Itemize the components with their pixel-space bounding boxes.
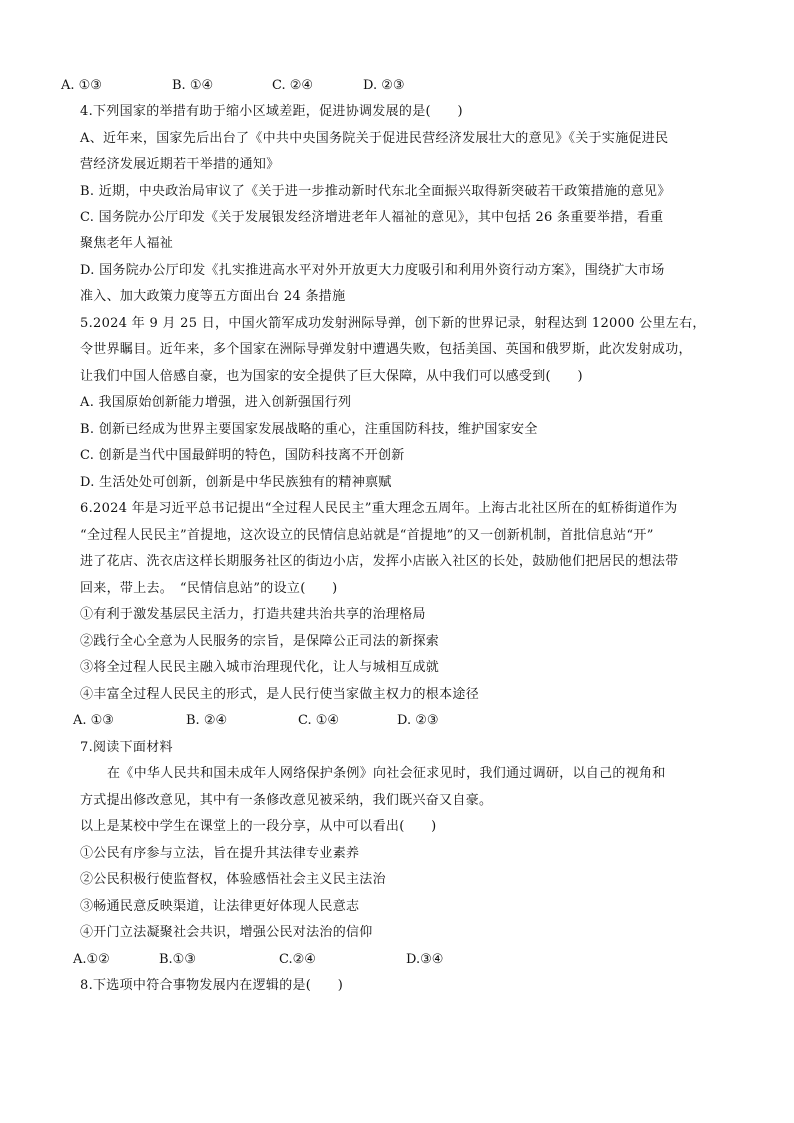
- q6-stem-line4: 回来，带上去。 “民情信息站”的设立( ): [80, 581, 338, 596]
- q7-option-d: D.③④: [406, 952, 444, 967]
- q7-option-a: A.①②: [73, 952, 110, 967]
- q5-stem-line1: 5.2024 年 9 月 25 日，中国火箭军成功发射洲际导弹，创下新的世界记录，射程达到 12000 公里左右，: [80, 316, 706, 331]
- q4-option-b: B. 近期，中央政治局审议了《关于进一步推动新时代东北全面振兴取得新突破若干政策措施的意见》: [80, 184, 671, 199]
- q6-option-b: B. ②④: [186, 713, 228, 728]
- q3-option-b: B. ①④: [172, 78, 214, 93]
- q5-stem-line3: 让我们中国人倍感自豪，也为国家的安全提供了巨大保障，从中我们可以感受到( ): [80, 369, 583, 384]
- q4-option-a-line2: 营经济发展近期若干举措的通知》: [80, 157, 280, 172]
- q7-material-line2: 方式提出修改意见，其中有一条修改意见被采纳，我们既兴奋又自豪。: [80, 793, 493, 808]
- q3-option-c: C. ②④: [272, 78, 314, 93]
- q7-question: 以上是某校中学生在课堂上的一段分享，从中可以看出( ): [80, 819, 437, 834]
- q6-option-a: A. ①③: [73, 713, 114, 728]
- q6-stem-line3: 进了花店、洗衣店这样长期服务社区的街边小店，发挥小店嵌入社区的长处，鼓励他们把居民的想法带: [80, 554, 679, 569]
- q6-option-d: D. ②③: [397, 713, 439, 728]
- q6-stem-line1: 6.2024 年是习近平总书记提出“全过程人民民主”重大理念五周年。上海古北社区所在的虹桥街道作为: [80, 501, 678, 516]
- q5-option-c: C. 创新是当代中国最鲜明的特色，国防科技离不开创新: [80, 448, 405, 463]
- q5-stem-line2: 令世界瞩目。近年来，多个国家在洲际导弹发射中遭遇失败，包括美国、英国和俄罗斯，此次发射成功，: [80, 342, 692, 357]
- q6-item-3: ③将全过程人民民主融入城市治理现代化，让人与城相互成就: [80, 660, 440, 675]
- q4-stem: 4.下列国家的举措有助于缩小区域差距，促进协调发展的是( ): [80, 104, 463, 119]
- q4-option-c-line2: 聚焦老年人福祉: [80, 236, 174, 251]
- q6-item-2: ②践行全心全意为人民服务的宗旨，是保障公正司法的新探索: [80, 634, 440, 649]
- q5-option-a: A. 我国原始创新能力增强，进入创新强国行列: [80, 395, 352, 410]
- q7-item-2: ②公民积极行使监督权，体验感悟社会主义民主法治: [80, 872, 386, 887]
- q5-option-b: B. 创新已经成为世界主要国家发展战略的重心，注重国防科技，维护国家安全: [80, 422, 538, 437]
- q7-item-4: ④开门立法凝聚社会共识，增强公民对法治的信仰: [80, 925, 373, 940]
- q7-stem: 7.阅读下面材料: [80, 740, 173, 755]
- q4-option-d-line1: D. 国务院办公厅印发《扎实推进高水平对外开放更大力度吸引和利用外资行动方案》，围绕扩大市场: [80, 263, 665, 278]
- q3-option-a: A. ①③: [61, 78, 102, 93]
- q4-option-d-line2: 准入、加大政策力度等五方面出台 24 条措施: [80, 289, 346, 304]
- q3-option-d: D. ②③: [363, 78, 405, 93]
- q4-option-a-line1: A、近年来，国家先后出台了《中共中央国务院关于促进民营经济发展壮大的意见》《关于实施促进民: [80, 131, 669, 146]
- q5-option-d: D. 生活处处可创新，创新是中华民族独有的精神禀赋: [80, 475, 392, 490]
- q6-item-1: ①有利于激发基层民主活力，打造共建共治共享的治理格局: [80, 607, 426, 622]
- q7-material-line1: 在《中华人民共和国未成年人网络保护条例》向社会征求见时，我们通过调研，以自己的视角和: [107, 766, 666, 781]
- q7-option-c: C.②④: [279, 952, 316, 967]
- q8-stem: 8.下选项中符合事物发展内在逻辑的是( ): [80, 978, 344, 993]
- q4-option-c-line1: C. 国务院办公厅印发《关于发展银发经济增进老年人福祉的意见》，其中包括 26 条重要举措，看重: [80, 210, 664, 225]
- q6-item-4: ④丰富全过程人民民主的形式，是人民行使当家做主权力的根本途径: [80, 687, 480, 702]
- q6-option-c: C. ①④: [298, 713, 340, 728]
- q6-stem-line2: “全过程人民民主”首提地，这次设立的民情信息站就是“首提地”的又一创新机制，首批信息站“开”: [80, 528, 654, 543]
- q7-option-b: B.①③: [159, 952, 196, 967]
- q7-item-1: ①公民有序参与立法，旨在提升其法律专业素养: [80, 846, 360, 861]
- q7-item-3: ③畅通民意反映渠道，让法律更好体现人民意志: [80, 899, 360, 914]
